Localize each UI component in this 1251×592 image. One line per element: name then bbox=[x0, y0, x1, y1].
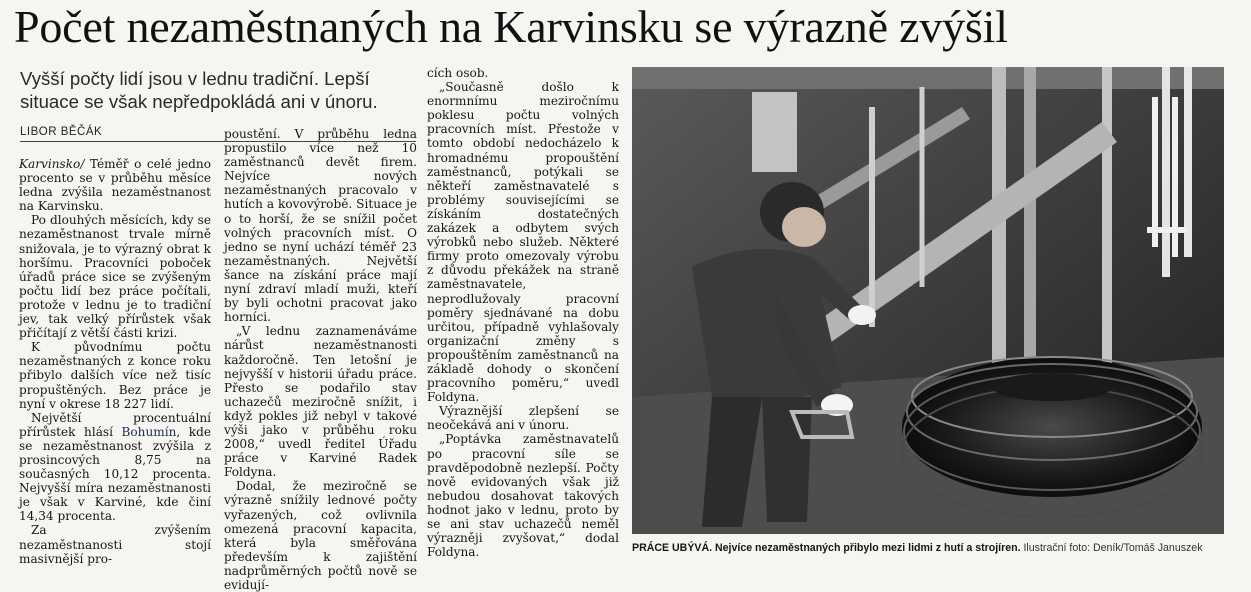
photo-credit: Ilustrační foto: Deník/Tomáš Januszek bbox=[1020, 542, 1203, 554]
paragraph bbox=[19, 157, 211, 213]
paragraph-text: Téměř o celé jedno procento se v průběhu měsíce ledna zvýšila nezaměstnanost na Karvinsku. bbox=[19, 157, 211, 214]
paragraph: Dodal, že meziročně se výrazně snížily lednové počty vyřazených, což ovlivnila omezená pracovní kapacita, která byla směřována především k zajištění nadprůměrných počtů nově se evidují- bbox=[224, 479, 417, 592]
article-column-2 bbox=[224, 127, 417, 592]
city-highlight: Bohumín bbox=[121, 424, 177, 439]
paragraph: „Současně došlo k enormnímu meziročnímu poklesu počtu volných pracovních míst. Přestože v tomto období nedocházelo k hromadnému propouštění zaměstnanců, potýkali se někteří zaměstnavatelé s problémy souvisejícími se získáním dostatečných zakázek a odbytem svých výrobků nebo služeb. Některé firmy proto omezovaly výrobu z důvodu překážek na straně zaměstnavatele, neprodlužovaly pracovní poměry sjednávané na dobu určitou, případně vyhlašovaly organizační změny s propouštěním zaměstnanců na základě dohody o skončení pracovního poměru,“ uvedl Foldyna. bbox=[427, 80, 619, 405]
paragraph: cích osob. bbox=[427, 66, 489, 80]
dateline: Karvinsko/ bbox=[19, 157, 85, 171]
subheadline: Vyšší počty lidí jsou v lednu tradiční. Lepší situace se však nepředpokládá ani v únoru. bbox=[20, 68, 378, 112]
caption-label: PRÁCE UBÝVÁ. bbox=[632, 542, 713, 554]
paragraph: Výraznější zlepšení se neočekává ani v únoru. bbox=[427, 404, 619, 433]
headline: Počet nezaměstnaných na Karvinsku se výrazně zvýšil bbox=[14, 1, 1008, 52]
paragraph: Za zvýšením nezaměstnanosti stojí masivnější pro- bbox=[19, 523, 211, 566]
paragraph-text: , kde se nezaměstnanost zvýšila z prosincových 8,75 na současných 10,12 procenta. Nejvyšší míra nezaměstnanosti je však v Karviné, kde činí 14,34 procenta. bbox=[19, 424, 211, 524]
photo-caption bbox=[632, 541, 1232, 555]
caption-text: Nejvíce nezaměstnaných přibylo mezi lidmi z hutí a strojíren. bbox=[712, 542, 1021, 554]
paragraph: K původnímu počtu nezaměstnaných z konce roku přibylo dalších více než tisíc propuštěných. Bez práce je nyní v okrese 18 227 lidí. bbox=[19, 340, 211, 411]
byline: LIBOR BĚČÁK bbox=[20, 126, 103, 138]
article-column-3 bbox=[427, 66, 619, 566]
paragraph: poustění. V průběhu ledna propustilo více než 10 zaměstnanců devět firem. Nejvíce nových nezaměstnaných pracovalo v hutích a kovovýrobě. Situace je o to horší, že se snížil počet volných pracovních míst. O jedno se nyní uchází téměř 23 nezaměstnaných. Největší šance na získání práce mají nyní zdraví mladí muži, kteří by byli ochotni pracovat jako horníci. bbox=[224, 127, 417, 325]
article-column-1 bbox=[19, 157, 211, 567]
paragraph bbox=[19, 411, 211, 524]
paragraph: „Poptávka zaměstnavatelů po pracovní síle se pravděpodobně nezlepší. Počty nově evidovaných však již nebudou dosahovat takových hodnot jako v lednu, proto by se ani stav uchazečů neměl výrazněji zvyšovat,“ dodal Foldyna. bbox=[427, 432, 619, 560]
paragraph-text: Největší procentuální přírůstek hlásí bbox=[19, 410, 211, 439]
factory-worker-illustration bbox=[632, 67, 1224, 534]
paragraph: Po dlouhých měsících, kdy se nezaměstnanost trvale mírně snižovala, je to výrazný obrat k horšímu. Pracovníci poboček úřadů práce sice se zvýšeným počtu lidí bez práce počítali, protože v lednu je to tradiční jev, tak velký přírůstek však přičítají z větší části krizi. bbox=[19, 213, 211, 341]
paragraph: „V lednu zaznamenáváme nárůst nezaměstnanosti každoročně. Ten letošní je nejvyšší v historii úřadu práce. Přesto se podařilo stav uchazečů meziročně snížit, i když pokles již nebyl v takové výši jako v průběhu roku 2008,“ uvedl ředitel Úřadu práce v Karviné Radek Foldyna. bbox=[224, 324, 417, 480]
news-photo bbox=[632, 67, 1224, 534]
